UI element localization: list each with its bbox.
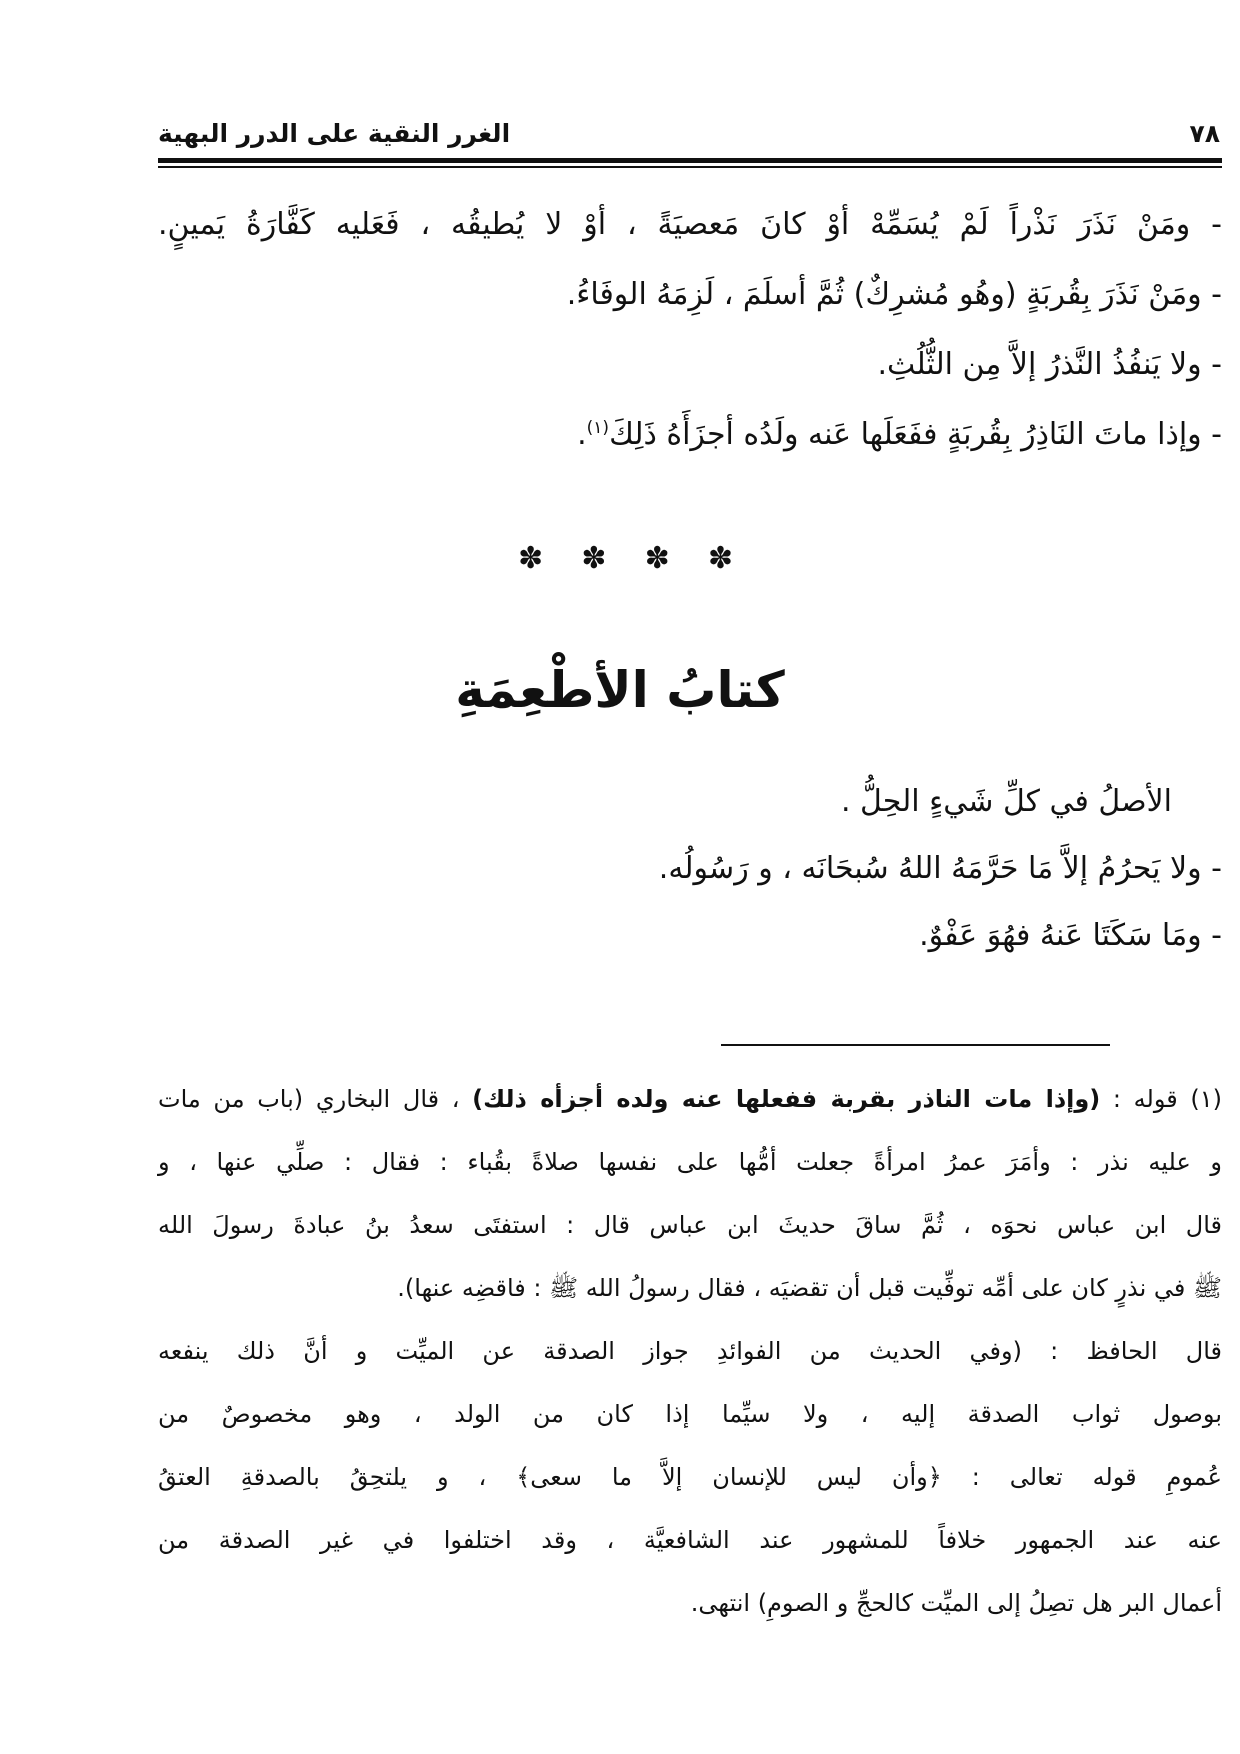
- footnote-line-rest: ، قال البخاري (باب من مات: [158, 1085, 473, 1113]
- vows-section: [158, 190, 1222, 470]
- footnote-marker: (١): [586, 418, 610, 438]
- chapter-title: كتابُ الأطْعِمَةِ: [455, 661, 785, 719]
- header-rule: [158, 158, 1222, 163]
- footnote-line: أعمال البر هل تصِلُ إلى الميِّت كالحجِّ و الصومِ) انتهى.: [690, 1589, 1222, 1617]
- asterisk-ornament-icon: ✽: [644, 540, 670, 576]
- text-line-end: .: [577, 417, 587, 452]
- asterisk-ornament-icon: ✽: [707, 540, 733, 576]
- footnote-line: و عليه نذر : وأمَرَ عمرُ امرأةً جعلت أمُّها على نفسها صلاةً بقُباء : فقال : صلِّي عنها ، و: [158, 1148, 1222, 1176]
- footnote-intro: (١) قوله :: [1100, 1085, 1223, 1113]
- asterisk-ornament-icon: ✽: [581, 540, 607, 576]
- text-line-with-footnote: [158, 400, 1222, 470]
- footnote-line: قال الحافظ : (وفي الحديث من الفوائدِ جواز الصدقة عن الميِّت و أنَّ ذلك ينفعه: [158, 1337, 1222, 1365]
- running-title: الغرر النقية على الدرر البهية: [158, 119, 511, 148]
- asterisk-ornament-icon: ✽: [518, 540, 544, 576]
- text-line: - ومَا سَكَتَا عَنهُ فهُوَ عَفْوٌ.: [919, 918, 1222, 953]
- text-line: - ولا يَحرُمُ إلاَّ مَا حَرَّمَهُ اللهُ سُبحَانَه ، و رَسُولُه.: [658, 851, 1222, 886]
- text-line: - ومَنْ نَذَرَ بِقُربَةٍ (وهُو مُشرِكٌ) ثُمَّ أسلَمَ ، لَزِمَهُ الوفَاءُ.: [566, 277, 1222, 312]
- page-number: ٧٨: [1189, 119, 1220, 148]
- footnote-line: ﷺ في نذرٍ كان على أمِّه توفِّيت قبل أن تقضيَه ، فقال رسولُ الله ﷺ : فاقضِه عنها).: [397, 1274, 1222, 1302]
- running-header: [158, 112, 1220, 154]
- text-line: الأصلُ في كلِّ شَيءٍ الحِلُّ .: [840, 784, 1172, 819]
- footnote-quote: (وإذا مات الناذر بقربة ففعلها عنه ولده أجزأه ذلك): [472, 1085, 1101, 1113]
- text-line: - ولا يَنفُذُ النَّذرُ إلاَّ مِن الثُّلُثِ.: [877, 347, 1222, 382]
- footnote-line: قال ابن عباس نحوَه ، ثُمَّ ساقَ حديثَ ابن عباس قال : استفتَى سعدُ بنُ عبادةَ رسولَ الله: [158, 1211, 1222, 1239]
- footnote-line: عنه عند الجمهور خلافاً للمشهور عند الشافعيَّة ، وقد اختلفوا في غير الصدقة من: [158, 1526, 1222, 1554]
- text-line: - ومَنْ نَذَرَ نَذْراً لَمْ يُسَمِّهْ أوْ كانَ مَعصيَةً ، أوْ لا يُطيقُه ، فَعَليه كَفَّارَةُ يَمينٍ.: [158, 207, 1222, 242]
- footnote-line: عُمومِ قوله تعالى : ﴿وأن ليس للإنسان إلاَّ ما سعى﴾ ، و يلتحِقُ بالصدقةِ العتقُ: [158, 1463, 1222, 1491]
- header-rule-thin: [158, 166, 1222, 168]
- footnote-line: بوصول ثواب الصدقة إليه ، ولا سيِّما إذا كان من الولد ، وهو مخصوصٌ من: [158, 1400, 1222, 1428]
- footnote: [158, 1068, 1222, 1635]
- footnote-separator: [721, 1044, 1110, 1046]
- section-break: [518, 530, 733, 586]
- chapter-body: [158, 768, 1222, 969]
- text-line-body: - وإذا ماتَ النَاذِرُ بِقُربَةٍ ففَعَلَها عَنه ولَدُه أجزَأَهُ ذَلِكَ: [609, 417, 1222, 452]
- footnote-line: [158, 1068, 1222, 1131]
